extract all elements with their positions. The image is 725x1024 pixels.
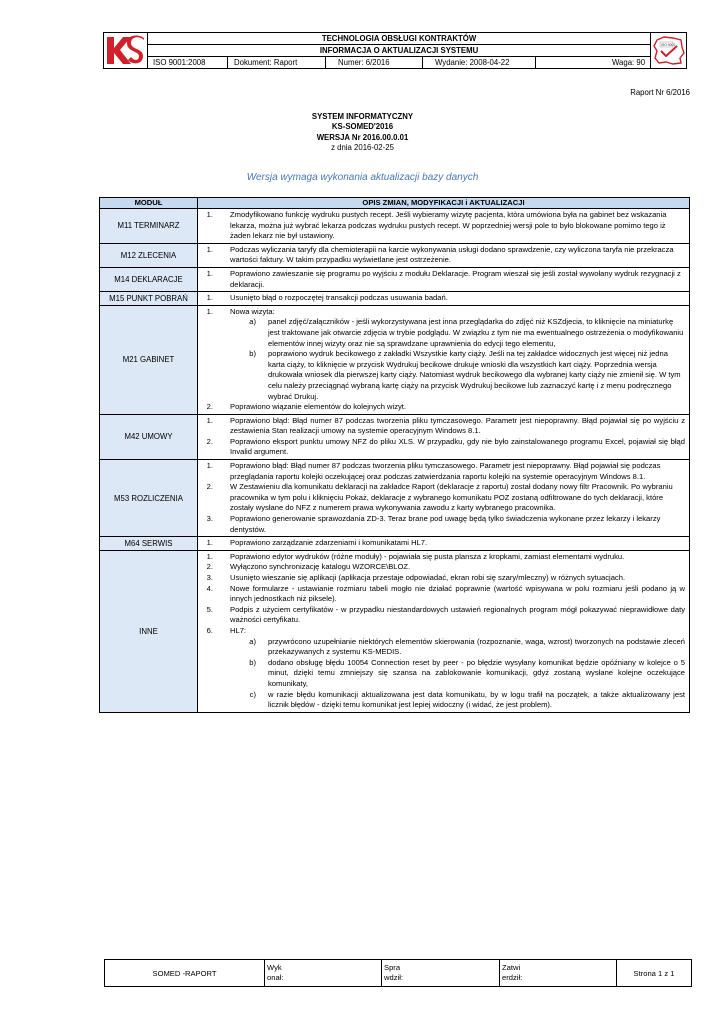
header-line2: INFORMACJA O AKTUALIZACJI SYSTEMU <box>148 45 651 57</box>
item-number: 1. <box>206 538 213 548</box>
list-item <box>198 245 685 266</box>
table-row <box>100 550 690 712</box>
item-text: Zmodyfikowano funkcję wydruku pustych recept. Jeśli wybieramy wizytę pacjenta, która umówiona była na gabinet bez wskazania lekarza, można już wybrać lekarza podczas wydruku pustych recept. W poprzedniej wersji pole to było blokowane pomimo tego iż żaden lekarz nie był ustawiony. <box>230 210 667 241</box>
system-name: KS-SOMED'2016 <box>331 122 394 132</box>
changes-table <box>99 197 690 713</box>
item-text: dodano obsługę błędu 10054 Connection reset by peer - po błędzie wysyłany komunikat będzie opóźniany w kolejce o 5 minut, dzięki temu zmniejszy się szansa na zablokowanie komunikacji, gdyż zostaną wysłane kolejne oczekujące komunikaty, <box>268 657 685 688</box>
table-row <box>100 537 690 551</box>
list-item <box>198 552 685 563</box>
item-number: 5. <box>206 604 213 614</box>
table-row <box>100 267 690 291</box>
item-text: Usunięto wieszanie się aplikacji (aplikacja przestaje odpowiadać, ekran robi się szary/mleczny) w różnych sytuacjach. <box>230 573 626 582</box>
cert-logo <box>651 33 687 69</box>
document-label: Dokument: Raport <box>228 57 326 69</box>
table-row <box>100 305 690 414</box>
item-text: Wyłączono synchronizację katalogu WZORCE\BLOZ. <box>230 562 411 572</box>
item-text: Poprawiono zarządzanie zdarzeniami i komunikatami HL7. <box>230 538 428 548</box>
document-header <box>103 32 687 69</box>
list-item <box>198 461 685 482</box>
item-text: w razie błędu komunikacji aktualizowana jest data komunikatu, by w logu trafił na początek, a także aktualizowany jest licznik błędów - dzięki temu komunikat jest lepiej widoczny (i widać, że jest problem). <box>268 689 685 710</box>
item-number: 3. <box>206 573 213 582</box>
list-item <box>198 605 685 626</box>
list-item <box>198 514 685 535</box>
item-number: 2. <box>206 436 213 446</box>
issue-label: Wydanie: 2008-04-22 <box>423 57 536 69</box>
list-item <box>198 538 685 549</box>
module-cell: M42 UMOWY <box>100 414 198 459</box>
table-row <box>100 243 690 267</box>
item-text: Poprawiono zawieszanie się programu po wyjściu z modułu Deklaracje. Program wieszał się jeśli został wywołany wydruk rezygnacji z deklaracji. <box>230 268 681 289</box>
list-item <box>198 210 685 242</box>
footer-name: SOMED -RAPORT <box>105 960 265 987</box>
item-text: Poprawiono edytor wydruków (różne moduły) - pojawiała się pusta plansza z kropkami, zamiast elementami wydruku. <box>230 551 625 561</box>
item-number: 1. <box>206 244 213 254</box>
list-item <box>198 562 685 573</box>
item-number: 1. <box>206 461 213 471</box>
col-desc-header: OPIS ZMIAN, MODYFIKACJI i AKTUALIZACJI <box>198 198 690 209</box>
list-item <box>198 307 685 318</box>
description-cell <box>198 209 690 244</box>
item-text: Nowe formularze - ustawianie rozmiaru tabeli mogło nie działać poprawnie (wartość wpisywana w polu rozmiaru jeśli podano ją w innych jednostkach niż piksele). <box>230 583 685 604</box>
list-item <box>198 690 685 711</box>
list-item <box>198 293 685 304</box>
footer-checked-by: Spra wdził: <box>382 960 500 987</box>
list-item <box>198 658 685 690</box>
header-line1: TECHNOLOGIA OBSŁUGI KONTRAKTÓW <box>148 33 651 45</box>
item-number: 6. <box>206 625 213 635</box>
ks-logo-icon <box>104 34 146 67</box>
company-logo <box>104 33 148 69</box>
table-row <box>100 292 690 306</box>
list-item <box>198 584 685 605</box>
description-cell <box>198 414 690 459</box>
version-title: WERSJA Nr 2016.00.0.01 <box>316 132 409 142</box>
item-text: Poprawiono wiązanie elementów do kolejnych wizyt. <box>230 402 407 412</box>
description-cell <box>198 243 690 267</box>
weight-label: Waga: 90 <box>536 57 651 69</box>
item-text: Nowa wizyta: <box>230 306 275 316</box>
footer-page: Strona 1 z 1 <box>617 960 692 987</box>
item-number: 2. <box>206 562 213 572</box>
item-number: b) <box>249 349 256 359</box>
list-item <box>198 573 685 584</box>
item-number: a) <box>249 636 256 646</box>
list-item <box>198 269 685 290</box>
list-item <box>198 437 685 458</box>
table-row <box>100 460 690 537</box>
list-item <box>198 349 685 402</box>
module-cell: M64 SERWIS <box>100 537 198 551</box>
poland-map-icon <box>651 34 687 67</box>
module-cell: M12 ZLECENIA <box>100 243 198 267</box>
item-number: b) <box>249 657 256 667</box>
module-cell: M21 GABINET <box>100 305 198 414</box>
item-number: 3. <box>206 514 213 524</box>
item-text: HL7: <box>230 625 247 635</box>
module-cell: M11 TERMINARZ <box>100 209 198 244</box>
system-title: SYSTEM INFORMATYCZNY <box>311 112 414 121</box>
list-item <box>198 482 685 514</box>
list-item <box>198 317 685 349</box>
title-block <box>0 112 725 153</box>
item-text: Podpis z użyciem certyfikatów - w przypadku niestandardowych ustawień regionalnych program mógł pokazywać nieprawidłowe daty ważności certyfikatu. <box>230 604 685 625</box>
table-row <box>100 209 690 244</box>
footer-approved-by: Zatwi erdził: <box>500 960 617 987</box>
version-date: z dnia 2016-02-25 <box>331 142 394 152</box>
item-number: 1. <box>206 210 213 219</box>
db-update-notice: Wersja wymaga wykonania aktualizacji bazy danych <box>246 172 479 183</box>
item-number: c) <box>249 689 256 699</box>
number-label: Numer: 6/2016 <box>326 57 423 69</box>
changes-table-body <box>100 209 690 713</box>
item-number: 1. <box>206 306 213 316</box>
item-text: Poprawiono eksport punktu umowy NFZ do pliku XLS. W przypadku, gdy nie było zainstalowanego programu Excel, pojawiał się błąd Invalid argument. <box>230 436 685 457</box>
item-number: 2. <box>206 402 213 412</box>
module-cell: M15 PUNKT POBRAŃ <box>100 292 198 306</box>
list-item <box>198 416 685 437</box>
module-cell: M53 ROZLICZENIA <box>100 460 198 537</box>
cert-text: ISO 9001 <box>661 43 676 47</box>
item-text: poprawiono wydruk becikowego z zakładki Wszystkie karty ciąży. Jeśli na tej zakładce widocznych jest więcej niż jedna karta ciąży, to kliknięcie w przycisk Wydrukuj becikowe drukuje wnioski dla wszystkich kart ciąży. Poprzednia wersja drukowała wniosek dla pierwszej karty ciąży. Natomiast wydruk becikowego dla wybranej karty ciąży nie zmienił się. W tym celu należy przeciągnąć wybraną kartę ciąży na przycisk Wydrukuj becikowe lub zaznaczyć kartę i z menu podręcznego wybrać Drukuj. <box>268 349 681 401</box>
list-item <box>198 402 685 413</box>
item-text: panel zdjęć/załączników - jeśli wykorzystywana jest inna przeglądarka do zdjęć niż KSZdjecia, to kliknięcie na miniaturkę jest traktowane jak otwarcie zdjęcia w trybie podglądu. W związku z tym nie ma ewentualnego ostrzeżenia o modyfikowaniu elementów innej wizyty oraz nie są sprawdzane uprawnienia do edycji tego elementu, <box>268 317 684 348</box>
table-row <box>100 414 690 459</box>
list-item <box>198 637 685 658</box>
description-cell <box>198 460 690 537</box>
module-cell: INNE <box>100 550 198 712</box>
list-item <box>198 626 685 637</box>
iso-label: ISO 9001:2008 <box>148 57 228 69</box>
item-number: 1. <box>206 293 213 303</box>
item-number: 1. <box>206 268 213 278</box>
description-cell <box>198 305 690 414</box>
description-cell <box>198 550 690 712</box>
item-text: przywrócono uzupełnianie niektórych elementów skierowania (rozpoznanie, waga, wzrost) tworzonych na podstawie zleceń przekazywanych z systemu KS-MEDIS. <box>268 636 685 657</box>
item-text: W Zestawieniu dla komunikatu deklaracji na zakładce Raport (deklaracje z raportu) został dodany nowy filtr Pracownik. Po wybraniu pracownika w tym polu i kliknięciu Pokaż, deklaracje z wybranego komunikatu POZ zostaną odfiltrowane do tych deklaracji, które zostały wysłane do NFZ z numerem prawa wykonywania zawodu z karty wybranego pracownika. <box>230 482 673 513</box>
item-text: Poprawiono błąd: Błąd numer 87 podczas tworzenia pliku tymczasowego. Parametr jest niepoprawny. Błąd pojawiał się podczas przeglądania raportu kolejki oczekującej oraz podczas zatwierdzania raportu kolejki na systemie operacyjnym Windows 8.1. <box>230 461 661 481</box>
description-cell <box>198 537 690 551</box>
item-number: 1. <box>206 551 213 561</box>
item-text: Usunięto błąd o rozpoczętej transakcji podczas usuwania badań. <box>230 293 448 303</box>
item-number: 1. <box>206 415 213 425</box>
module-cell: M14 DEKLARACJE <box>100 267 198 291</box>
footer-made-by: Wyk onał: <box>265 960 382 987</box>
item-text: Poprawiono generowanie sprawozdania ZD-3. Teraz brane pod uwagę będą tylko świadczenia wykonane przez lekarzy i lekarzy dentystów. <box>230 514 661 534</box>
col-module-header: MODUŁ <box>100 198 198 209</box>
item-number: a) <box>249 317 256 327</box>
item-text: Poprawiono błąd: Błąd numer 87 podczas tworzenia pliku tymczasowego. Parametr jest niepoprawny. Błąd pojawiał się po wyjściu z zestawienia Stan realizacji umowy na systemie operacyjnym Windows 8.1. <box>230 415 685 436</box>
item-text: Podczas wyliczania taryfy dla chemioterapii na karcie wykonywania usługi dodano sprawdzenie, czy wyliczona taryfa nie przekracza wartości faktury. W takim przypadku wyświetlane jest ostrzeżenie. <box>230 244 674 265</box>
description-cell <box>198 292 690 306</box>
item-number: 2. <box>206 482 213 492</box>
item-number: 4. <box>206 583 213 593</box>
description-cell <box>198 267 690 291</box>
document-footer <box>104 959 692 987</box>
report-number: Raport Nr 6/2016 <box>630 88 690 97</box>
